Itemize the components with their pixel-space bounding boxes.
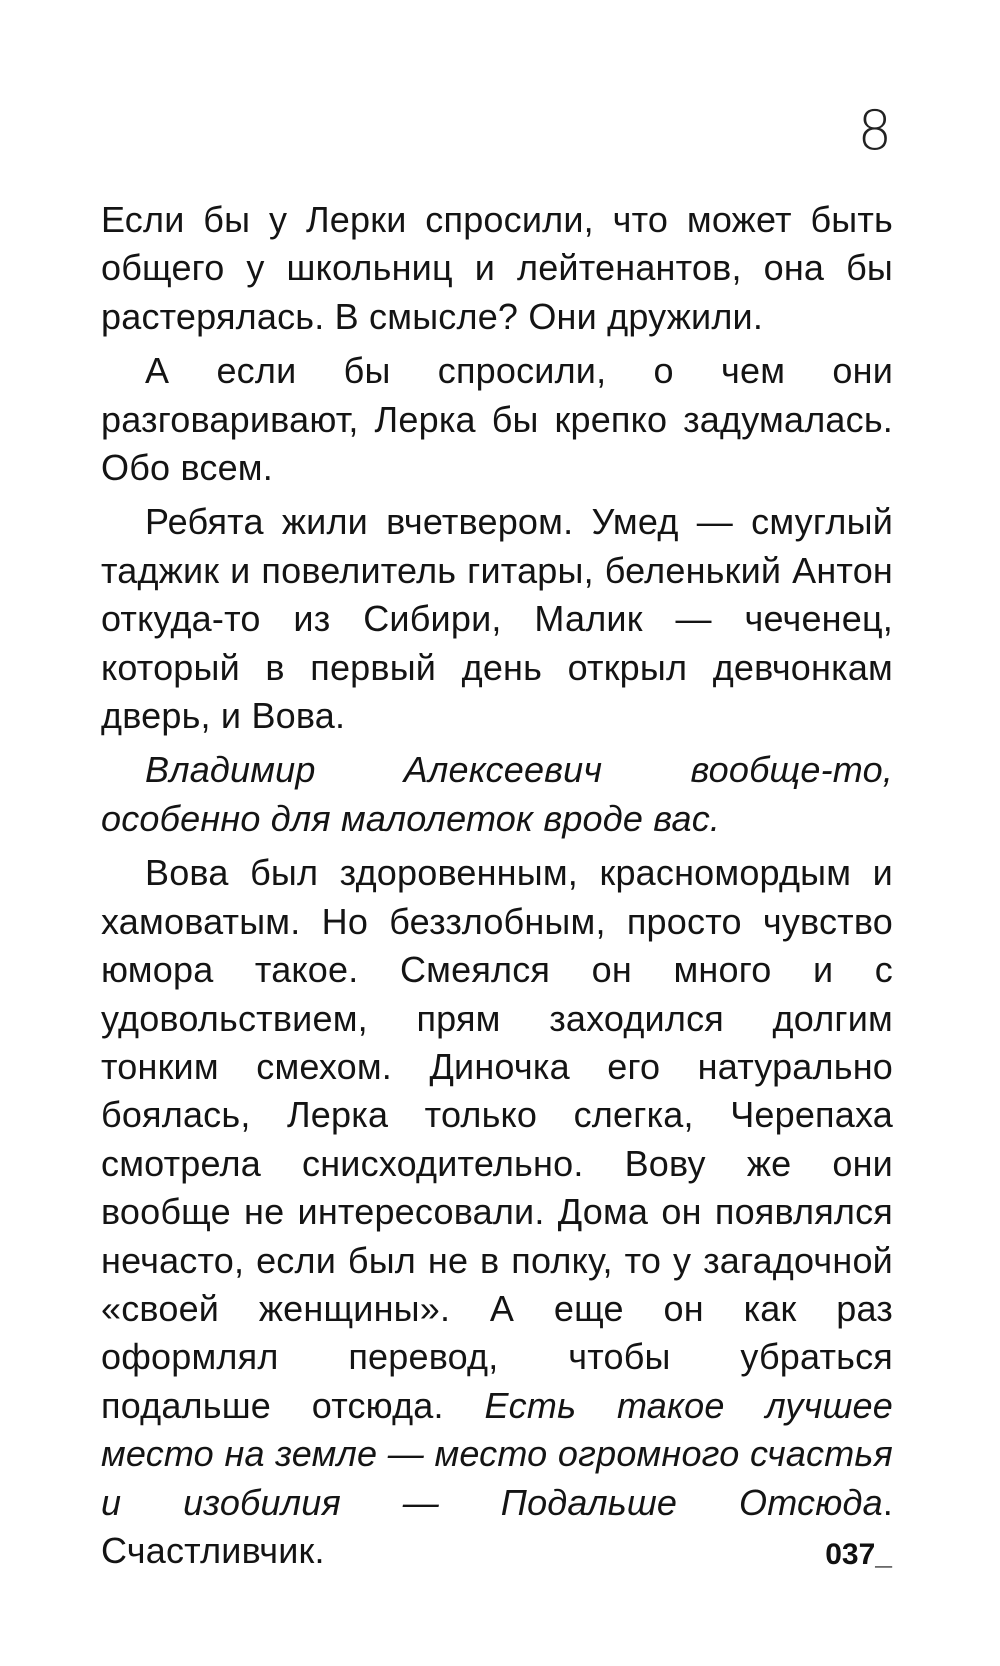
paragraph-4-italic: Владимир Алексеевич вообще-то, особенно для малолеток вроде вас.	[101, 749, 893, 839]
chapter-number: 8	[857, 99, 892, 162]
paragraph-5	[101, 849, 893, 1575]
paragraph-5-end: . Счастливчик.	[101, 1481, 893, 1571]
paragraph-2: А если бы спросили, о чем они разговаривают, Лерка бы крепко задумалась. Обо всем.	[101, 350, 893, 489]
paragraph-3: Ребята жили вчетвером. Умед — смуглый таджик и повелитель гитары, беленький Антон откуда-то из Сибири, Малик — чеченец, который в первый день открыл девчонкам дверь, и Вова.	[101, 501, 893, 737]
paragraph-5-italic: Есть такое лучшее место на земле — место огромного счастья и изобилия — Подальше Отсюда	[101, 1384, 893, 1523]
page-number: 037_	[825, 1538, 892, 1571]
chapter-text	[101, 196, 893, 1581]
paragraph-5-plain: Вова был здоровенным, красномордым и хамоватым. Но беззлобным, просто чувство юмора такое. Смеялся он много и с удовольствием, прям заходился долгим тонким смехом. Диночка его натурально боялась, Лерка только слегка, Черепаха смотрела снисходительно. Вову же они вообще не интересовали. Дома он появлялся нечасто, если был не в полку, то у загадочной «своей женщины». А еще он как раз оформлял перевод, чтобы убраться подальше отсюда.	[101, 852, 893, 1426]
paragraph-1: Если бы у Лерки спросили, что может быть общего у школьниц и лейтенантов, она бы растерялась. В смысле? Они дружили.	[101, 199, 893, 337]
